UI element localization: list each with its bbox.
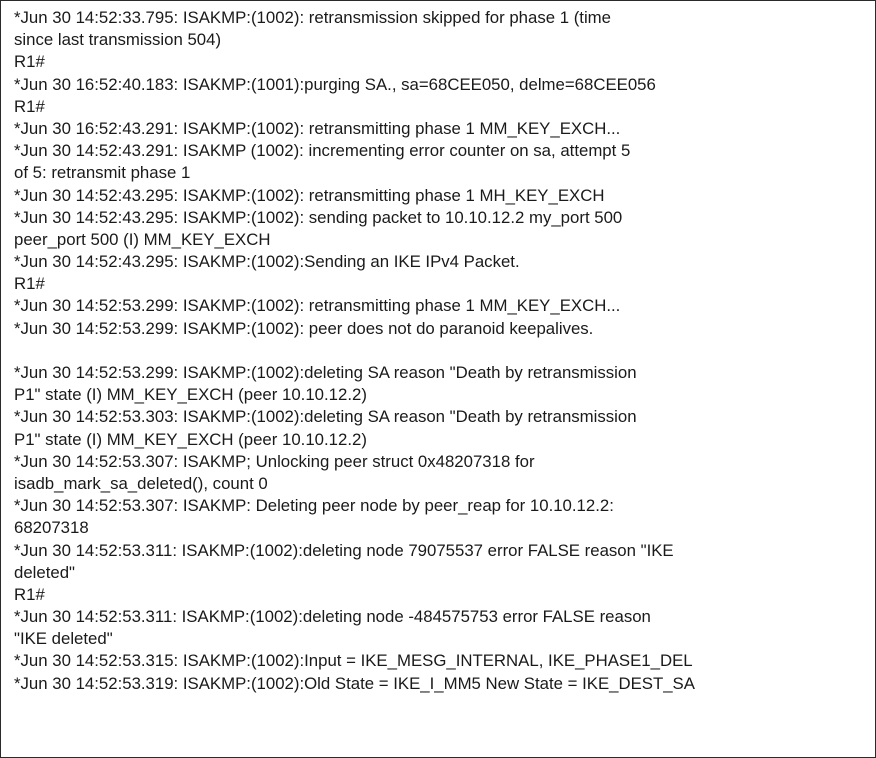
log-line: 68207318 (14, 518, 89, 538)
log-line: *Jun 30 14:52:53.311: ISAKMP:(1002):deleting node -484575753 error FALSE reason (14, 607, 651, 627)
log-line: R1# (14, 52, 45, 72)
log-line: *Jun 30 14:52:53.299: ISAKMP:(1002):deleting SA reason "Death by retransmission (14, 363, 637, 382)
log-line: "IKE deleted" (14, 629, 113, 649)
log-line: peer_port 500 (I) MM_KEY_EXCH (14, 229, 271, 249)
log-line: P1" state (I) MM_KEY_EXCH (peer 10.10.12.2) (14, 429, 367, 449)
log-line: *Jun 30 14:52:43.291: ISAKMP (1002): incrementing error counter on sa, attempt 5 (14, 141, 631, 161)
log-line: R1# (14, 96, 45, 116)
log-line: R1# (14, 584, 45, 604)
log-line: *Jun 30 16:52:43.291: ISAKMP:(1002): retransmitting phase 1 MM_KEY_EXCH... (14, 118, 621, 138)
log-line: *Jun 30 14:52:43.295: ISAKMP:(1002): retransmitting phase 1 MH_KEY_EXCH (14, 185, 605, 205)
log-line: *Jun 30 14:52:43.295: ISAKMP:(1002):Sending an IKE IPv4 Packet. (14, 252, 520, 272)
log-line: P1" state (I) MM_KEY_EXCH (peer 10.10.12.2) (14, 385, 367, 405)
debug-log-output (14, 7, 869, 695)
log-line: *Jun 30 14:52:53.307: ISAKMP; Unlocking peer struct 0x48207318 for (14, 451, 535, 471)
log-line (14, 340, 869, 362)
log-line: deleted" (14, 562, 76, 582)
log-line: *Jun 30 14:52:43.295: ISAKMP:(1002): sending packet to 10.10.12.2 my_port 500 (14, 207, 623, 227)
log-line: *Jun 30 14:52:53.311: ISAKMP:(1002):deleting node 79075537 error FALSE reason "IKE (14, 540, 674, 560)
log-line: *Jun 30 14:52:53.299: ISAKMP:(1002): retransmitting phase 1 MM_KEY_EXCH... (14, 296, 621, 316)
log-line: *Jun 30 14:52:53.319: ISAKMP:(1002):Old State = IKE_I_MM5 New State = IKE_DEST_SA (14, 673, 695, 693)
log-line: *Jun 30 16:52:40.183: ISAKMP:(1001):purging SA., sa=68CEE050, delme=68CEE056 (14, 74, 656, 94)
log-line: since last transmission 504) (14, 30, 222, 50)
log-line: *Jun 30 14:52:53.299: ISAKMP:(1002): peer does not do paranoid keepalives. (14, 318, 594, 338)
log-line: *Jun 30 14:52:53.315: ISAKMP:(1002):Input = IKE_MESG_INTERNAL, IKE_PHASE1_DEL (14, 651, 693, 671)
log-line: isadb_mark_sa_deleted(), count 0 (14, 473, 268, 493)
log-line: of 5: retransmit phase 1 (14, 163, 191, 183)
log-line: *Jun 30 14:52:33.795: ISAKMP:(1002): retransmission skipped for phase 1 (time (14, 8, 611, 27)
log-line: *Jun 30 14:52:53.303: ISAKMP:(1002):deleting SA reason "Death by retransmission (14, 407, 637, 427)
log-line: R1# (14, 274, 45, 294)
log-line: *Jun 30 14:52:53.307: ISAKMP: Deleting peer node by peer_reap for 10.10.12.2: (14, 496, 614, 516)
